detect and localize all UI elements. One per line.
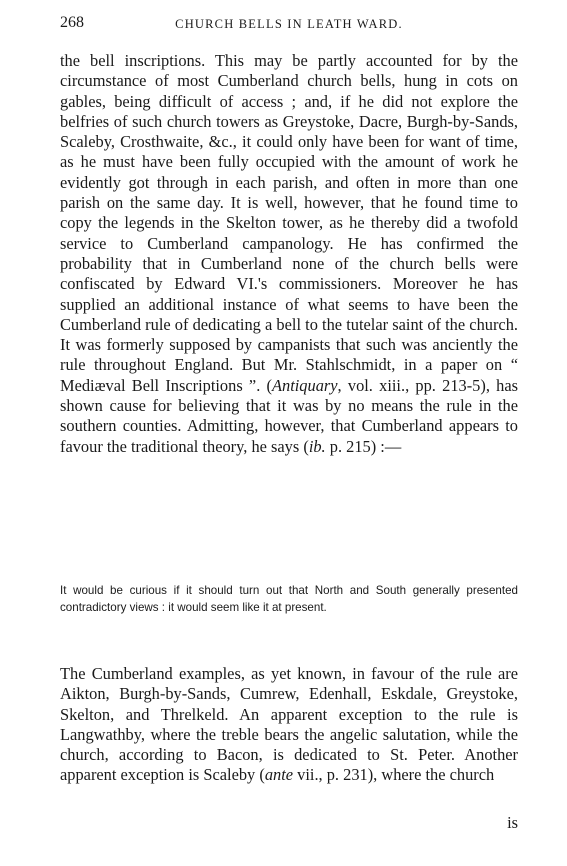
italic-abbrev: ib. — [308, 436, 326, 456]
page-header — [60, 14, 518, 36]
page-number: 268 — [60, 14, 84, 31]
text-run: vii., p. 231), where the church — [293, 765, 495, 785]
body-paragraph-2 — [60, 664, 518, 786]
text-run: p. 215) :— — [325, 436, 402, 456]
catchword: is — [507, 813, 518, 832]
text-run: , vol. xiii., pp. 213-5), has shown cause for believing that it was by no means the rule in the southern counties. Admitting, however, that Cumberland appears to favour the traditional theory, he says ( — [60, 375, 518, 456]
running-head: CHURCH BELLS IN LEATH WARD. — [175, 17, 403, 31]
block-quote: It would be curious if it should turn out that North and South generally presented contradictory views : it would seem like it at present. — [60, 584, 518, 614]
italic-abbrev: ante — [264, 765, 294, 785]
italic-title: Antiquary — [271, 375, 338, 395]
text-run: The Cumberland examples, as yet known, in favour of the rule are Aikton, Burgh-by-Sands, Cumrew, Edenhall, Eskdale, Greystoke, Skelton, and Threlkeld. An apparent exception to the rule is Langwathby, where the treble bears the angelic salutation, while the church, according to Bacon, is dedicated to St. Peter. Another apparent exception is Scaleby ( — [60, 664, 518, 785]
body-paragraph-1 — [60, 51, 518, 457]
text-run: the bell inscriptions. This may be partly accounted for by the circumstance of most Cumberland church bells, hung in cots on gables, being difficult of access ; and, if he did not explore the belfries of such church towers as Greystoke, Dacre, Burgh-by-Sands, Scaleby, Crosthwaite, &c., it could only have been for want of time, as he must have been fully occupied with the amount of work he evidently got through in each parish, and often in more than one parish on the same day. It is well, however, that he found time to copy the legends in the Skelton tower, as he thereby did a twofold service to Cumberland campanology. He has confirmed the probability that in Cumberland none of the church bells were confiscated by Edward VI.'s commissioners. Moreover he has supplied an additional instance of what seems to have been the Cumberland rule of dedicating a bell to the tutelar saint of the church. It was formerly supposed by campanists that such was anciently the rule throughout England. But Mr. Stahlschmidt, in a paper on “ Mediæval Bell Inscriptions ”. ( — [60, 51, 518, 395]
